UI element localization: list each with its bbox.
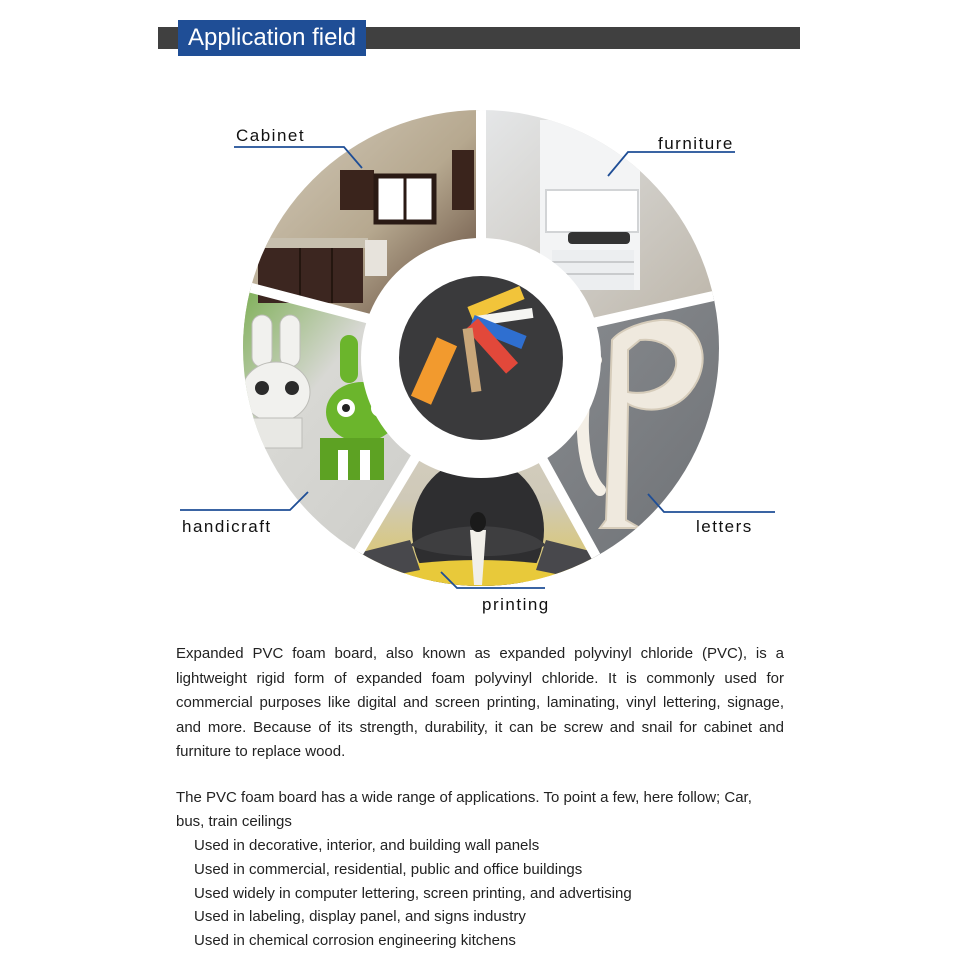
letters-leader bbox=[648, 494, 775, 512]
label-furniture: furniture bbox=[658, 134, 734, 153]
label-cabinet: Cabinet bbox=[236, 126, 306, 145]
list-item: Used widely in computer lettering, screen printing, and advertising bbox=[194, 884, 632, 902]
section-title: Application field bbox=[178, 20, 366, 56]
list-item: Used in decorative, interior, and building wall panels bbox=[194, 837, 540, 854]
applications-list bbox=[194, 834, 632, 953]
description-paragraph: Expanded PVC foam board, also known as expanded polyvinyl chloride (PVC), is a lightweight rigid form of expanded foam polyvinyl chloride. It is commonly used for commercial purposes like digital and screen printing, laminating, vinyl lettering, signage, and more. Because of its strength, durability, it can be screw and snail for cabinet and furniture to replace wood. bbox=[176, 645, 784, 760]
foam-board-samples-image bbox=[399, 276, 563, 440]
label-printing: printing bbox=[482, 595, 550, 614]
label-handicraft: handicraft bbox=[182, 517, 272, 536]
handicraft-leader bbox=[180, 492, 308, 510]
furniture-drawer bbox=[546, 190, 638, 232]
list-item: Used in commercial, residential, public and office buildings bbox=[194, 860, 583, 878]
list-item: Used in labeling, display panel, and signs industry bbox=[194, 908, 526, 926]
cabinet-upper-unit bbox=[340, 170, 374, 210]
label-letters: letters bbox=[696, 517, 753, 536]
list-item: Used in chemical corrosion engineering kitchens bbox=[194, 932, 516, 950]
applications-intro: The PVC foam board has a wide range of applications. To point a few, here follow; Car, bus, train ceilings bbox=[176, 789, 752, 830]
